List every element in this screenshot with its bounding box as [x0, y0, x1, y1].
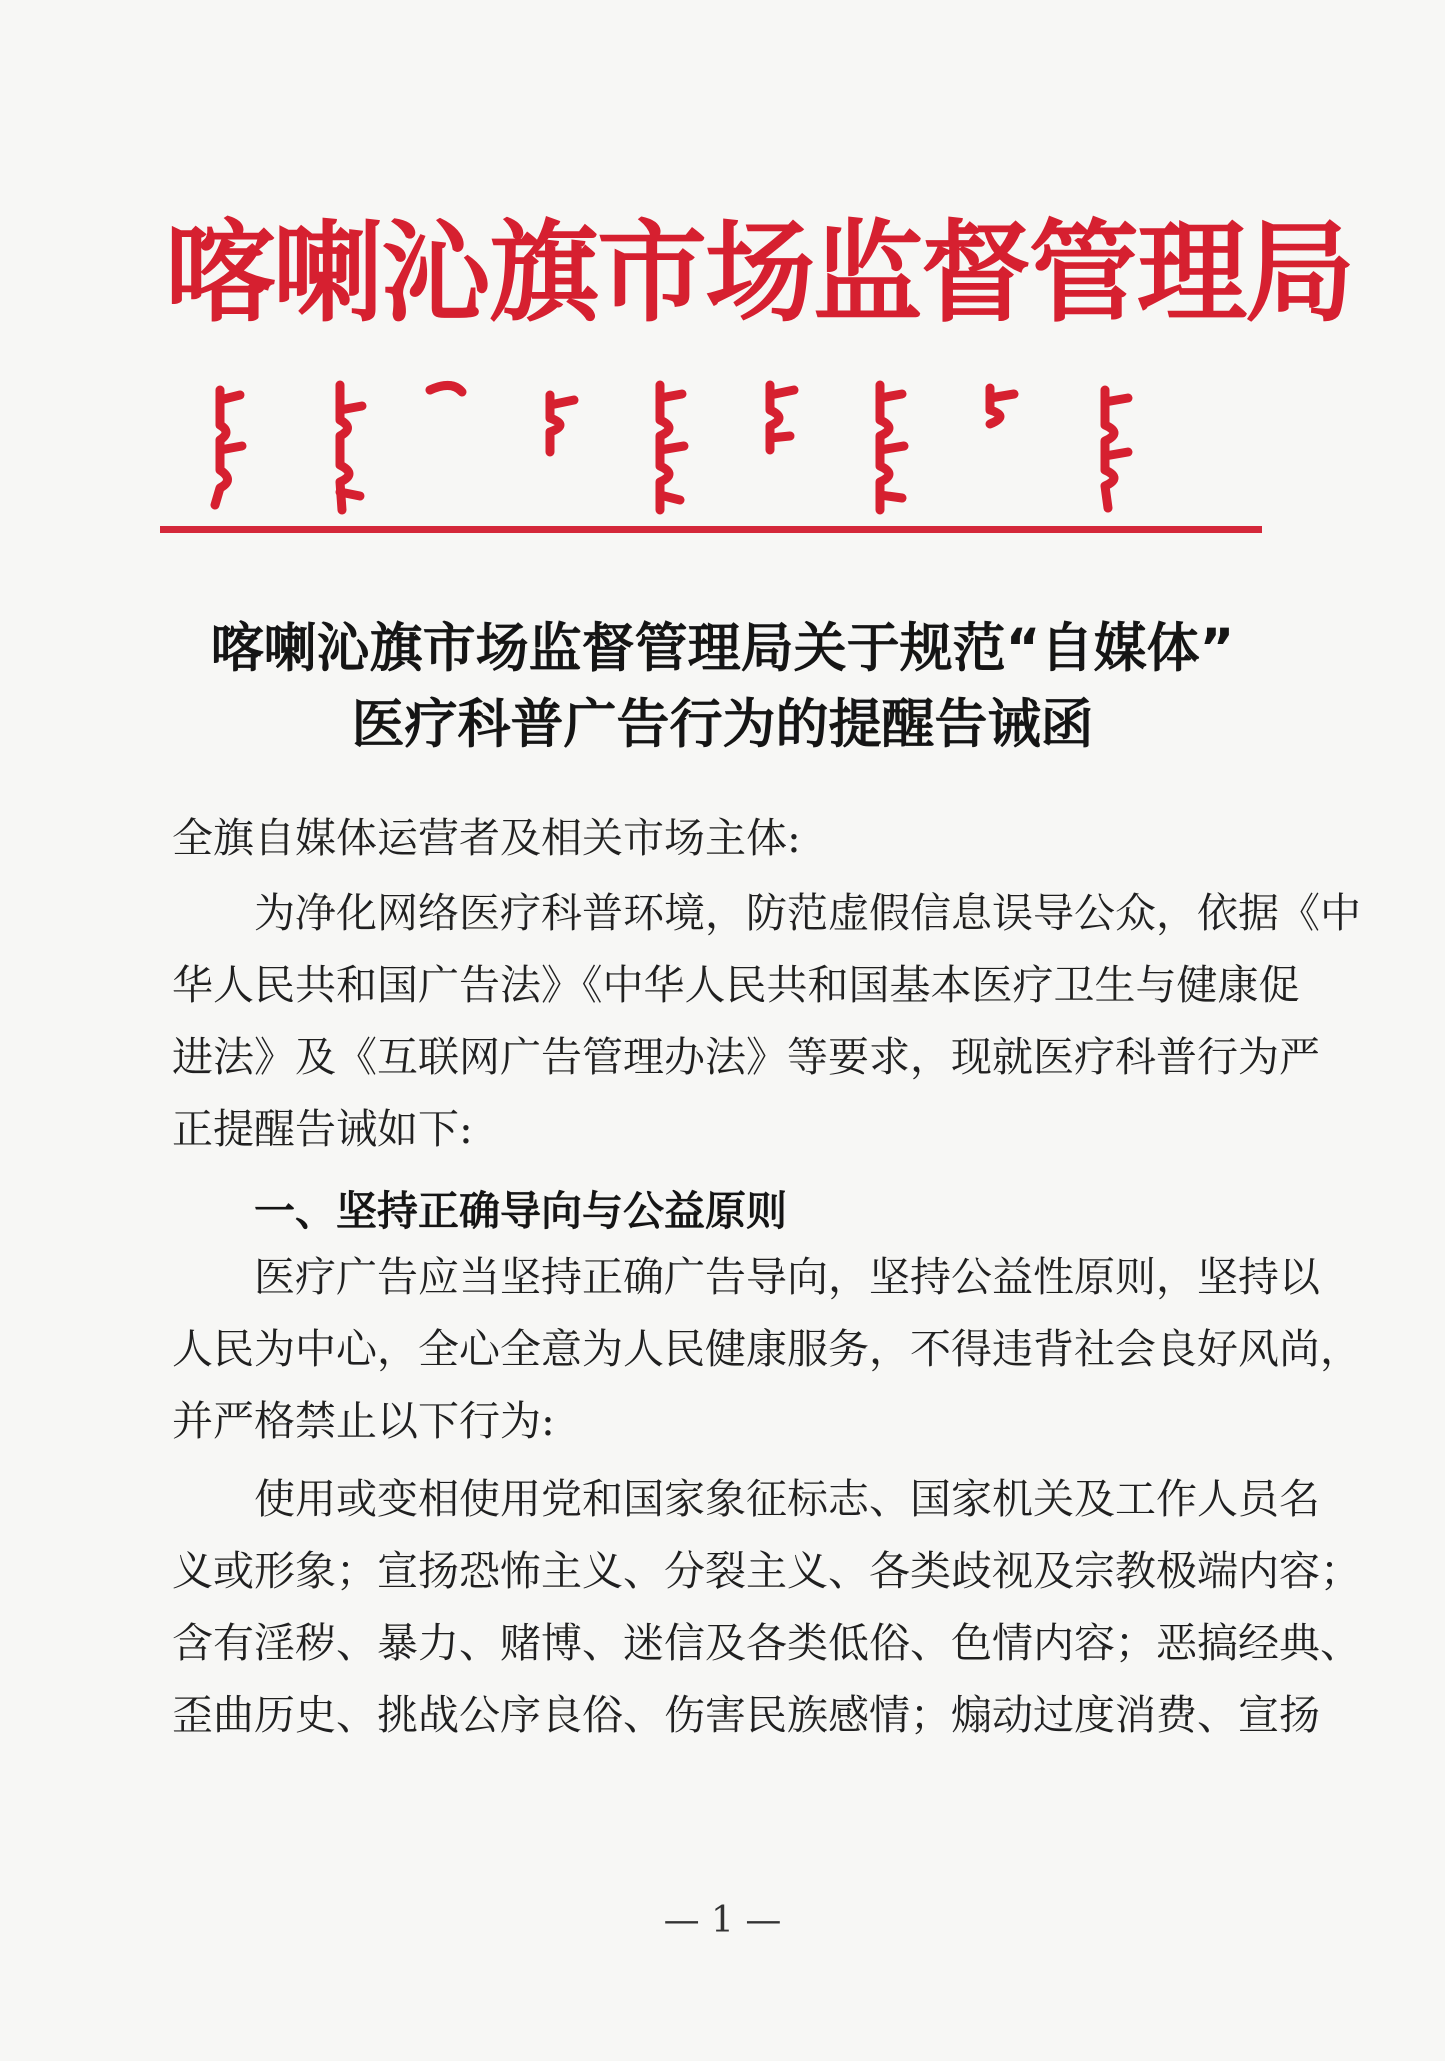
paragraph-line: 义或形象；宣扬恐怖主义、分裂主义、各类歧视及宗教极端内容；	[172, 1547, 1361, 1595]
mongolian-script-org-name	[190, 370, 1250, 520]
letterhead-divider	[160, 526, 1262, 533]
document-title-line-1: 喀喇沁旗市场监督管理局关于规范“自媒体”	[210, 618, 1235, 679]
letterhead-org-name: 喀喇沁旗市场监督管理局	[165, 209, 1353, 337]
section-heading: 一、坚持正确导向与公益原则	[254, 1187, 787, 1235]
document-title-line-2: 医疗科普广告行为的提醒告诫函	[351, 694, 1094, 755]
paragraph-line: 歪曲历史、挑战公序良俗、伤害民族感情；煽动过度消费、宣扬	[172, 1691, 1320, 1739]
paragraph-line: 进法》及《互联网广告管理办法》等要求，现就医疗科普行为严	[172, 1033, 1320, 1081]
paragraph-line: 医疗广告应当坚持正确广告导向，坚持公益性原则，坚持以	[254, 1253, 1320, 1301]
salutation: 全旗自媒体运营者及相关市场主体:	[172, 814, 801, 862]
paragraph-line: 正提醒告诫如下:	[172, 1105, 473, 1153]
paragraph-line: 华人民共和国广告法》《中华人民共和国基本医疗卫生与健康促	[172, 961, 1300, 1009]
paragraph-line: 并严格禁止以下行为:	[172, 1397, 555, 1445]
paragraph-line: 使用或变相使用党和国家象征标志、国家机关及工作人员名	[254, 1475, 1320, 1523]
paragraph-line: 为净化网络医疗科普环境，防范虚假信息误导公众，依据《中	[254, 889, 1361, 937]
page-number: — 1 —	[663, 1900, 782, 1941]
paragraph-line: 人民为中心，全心全意为人民健康服务，不得违背社会良好风尚，	[172, 1325, 1361, 1373]
paragraph-line: 含有淫秽、暴力、赌博、迷信及各类低俗、色情内容；恶搞经典、	[172, 1619, 1361, 1667]
